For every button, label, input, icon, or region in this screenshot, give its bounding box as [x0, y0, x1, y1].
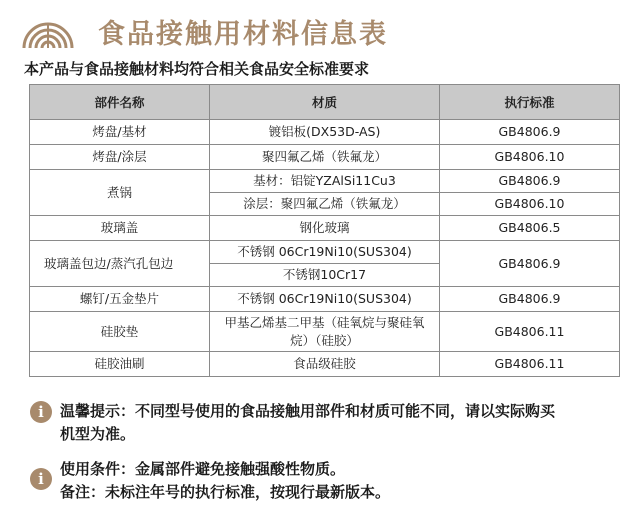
column-header: 执行标准 — [440, 85, 620, 120]
material-cell: 不锈钢10Cr17 — [210, 264, 440, 287]
material-cell: 涂层：聚四氟乙烯（铁氟龙） — [210, 193, 440, 216]
material-cell: 甲基乙烯基二甲基（硅氧烷与聚硅氧烷）（硅胶） — [210, 312, 440, 352]
table-row — [30, 312, 620, 352]
info-icon: i — [30, 468, 52, 490]
part-cell: 玻璃盖 — [30, 216, 210, 241]
table-row — [30, 120, 620, 145]
material-info-table — [29, 84, 620, 377]
page-subtitle: 本产品与食品接触材料均符合相关食品安全标准要求 — [24, 60, 370, 78]
page-title: 食品接触用材料信息表 — [98, 19, 388, 50]
tip-text — [60, 400, 630, 446]
part-cell: 硅胶垫 — [30, 312, 210, 352]
standard-cell: GB4806.9 — [440, 241, 620, 287]
brand-logo-icon — [22, 10, 74, 50]
remark-line: 备注：未标注年号的执行标准，按现行最新版本。 — [60, 483, 391, 501]
table-row — [30, 241, 620, 264]
standard-cell: GB4806.9 — [440, 170, 620, 193]
part-cell: 煮锅 — [30, 170, 210, 216]
standard-cell: GB4806.11 — [440, 312, 620, 352]
column-header: 材质 — [210, 85, 440, 120]
part-cell: 烤盘/基材 — [30, 120, 210, 145]
table-row — [30, 170, 620, 193]
table-row — [30, 352, 620, 377]
table-header-row — [30, 85, 620, 120]
part-cell: 烤盘/涂层 — [30, 145, 210, 170]
standard-cell: GB4806.11 — [440, 352, 620, 377]
info-icon: i — [30, 401, 52, 423]
column-header: 部件名称 — [30, 85, 210, 120]
usage-line: 使用条件：金属部件避免接触强酸性物质。 — [60, 460, 346, 478]
usage-text — [60, 458, 630, 504]
standard-cell: GB4806.5 — [440, 216, 620, 241]
material-cell: 基材：铝锭YZAlSi11Cu3 — [210, 170, 440, 193]
standard-cell: GB4806.10 — [440, 193, 620, 216]
standard-cell: GB4806.9 — [440, 120, 620, 145]
tip-line: 温馨提示：不同型号使用的食品接触用部件和材质可能不同，请以实际购买 — [60, 402, 556, 420]
part-cell: 螺钉/五金垫片 — [30, 287, 210, 312]
part-cell: 玻璃盖包边/蒸汽孔包边 — [30, 241, 210, 287]
table-row — [30, 145, 620, 170]
material-cell: 不锈钢 06Cr19Ni10(SUS304) — [210, 287, 440, 312]
material-cell: 镀铝板(DX53D-AS) — [210, 120, 440, 145]
material-cell: 钢化玻璃 — [210, 216, 440, 241]
standard-cell: GB4806.10 — [440, 145, 620, 170]
material-cell: 不锈钢 06Cr19Ni10(SUS304) — [210, 241, 440, 264]
part-cell: 硅胶油刷 — [30, 352, 210, 377]
standard-cell: GB4806.9 — [440, 287, 620, 312]
table-row — [30, 287, 620, 312]
material-cell: 聚四氟乙烯（铁氟龙） — [210, 145, 440, 170]
material-cell: 食品级硅胶 — [210, 352, 440, 377]
table-row — [30, 216, 620, 241]
tip-line: 机型为准。 — [60, 425, 136, 443]
